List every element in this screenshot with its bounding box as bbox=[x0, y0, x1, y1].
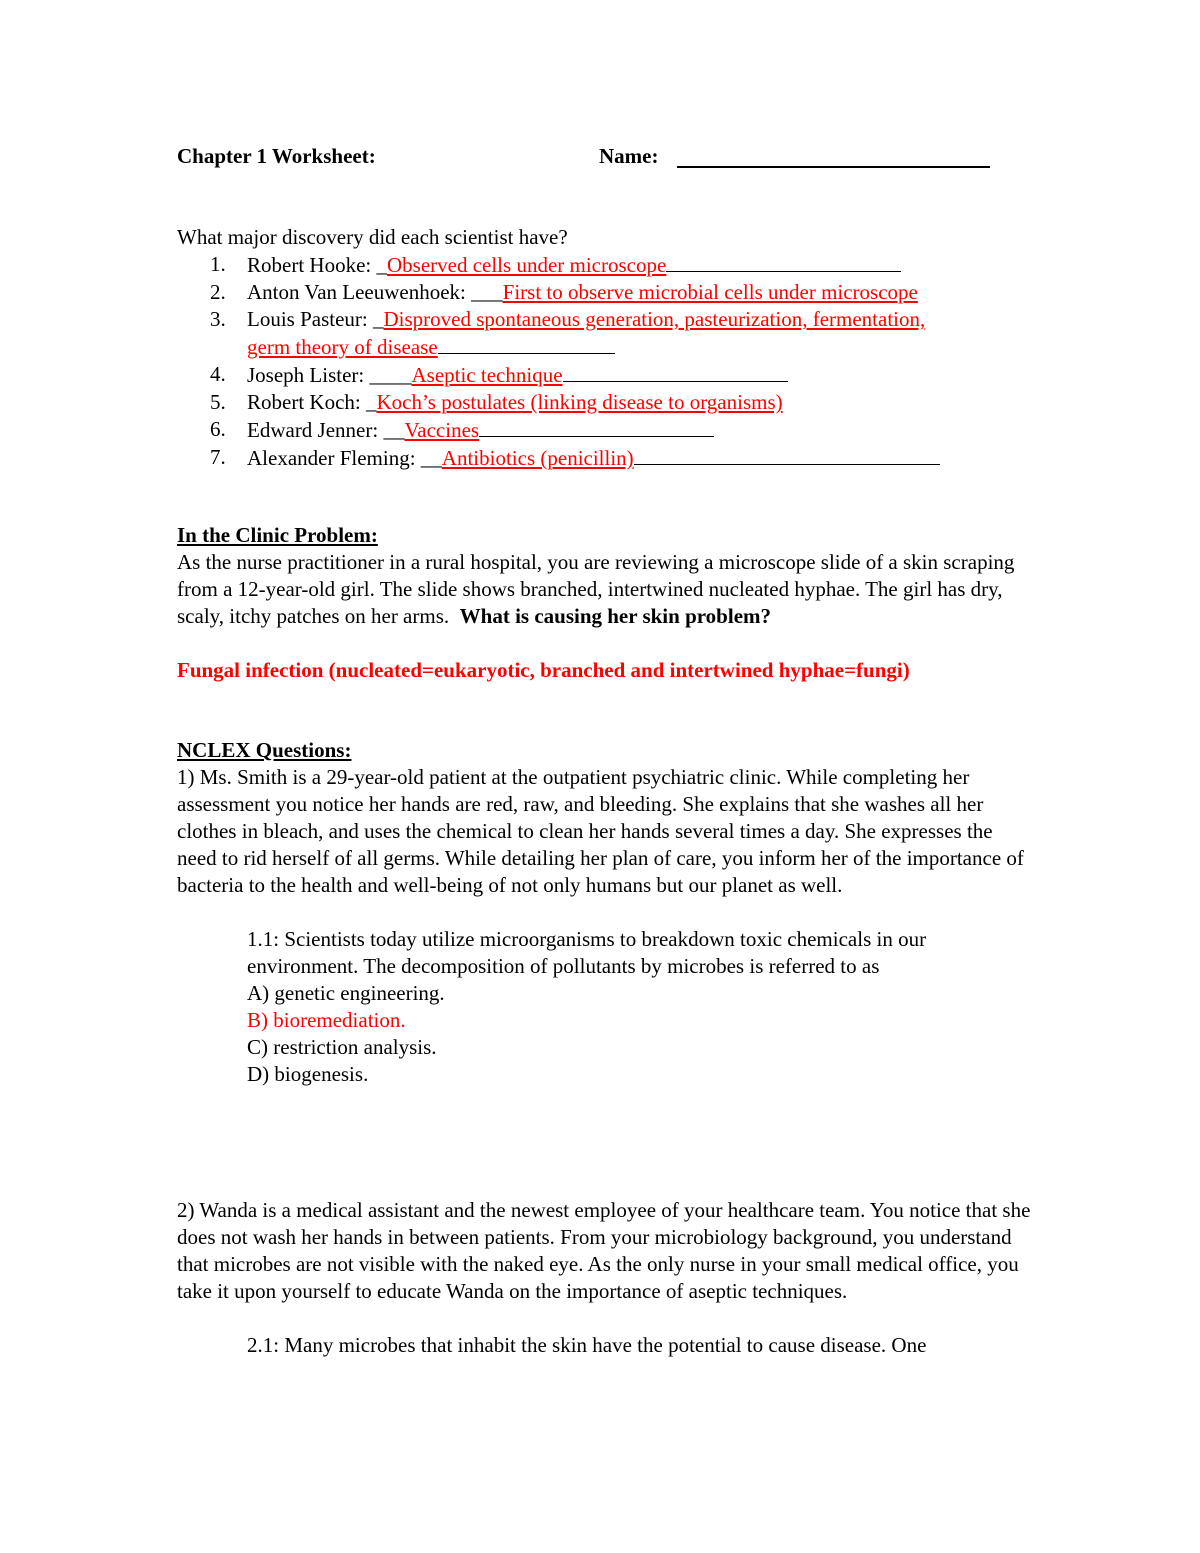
clinic-question: What is causing her skin problem? bbox=[459, 604, 772, 628]
item-number: 7. bbox=[210, 445, 226, 469]
scientist-item bbox=[177, 361, 1037, 389]
item-number: 3. bbox=[210, 307, 226, 331]
item-number: 5. bbox=[210, 390, 226, 414]
answer-prefix-blank: _ bbox=[360, 390, 377, 414]
scientist-name: Robert Hooke: bbox=[247, 253, 372, 277]
answer-blank-line bbox=[634, 444, 940, 465]
clinic-problem-text bbox=[177, 549, 1037, 630]
scientist-answer: Aseptic technique bbox=[411, 363, 563, 387]
scientist-item bbox=[177, 251, 1037, 279]
nclex-question-1: 1) Ms. Smith is a 29-year-old patient at the outpatient psychiatric clinic. While completing her assessment you notice her hands are red, raw, and bleeding. She explains that she washes all her clothes in bleach, and uses the chemical to clean her hands several times a day. She expresses the need to rid herself of all germs. While detailing her plan of care, you inform her of the importance of bacteria to the health and well-being of not only humans but our planet as well. bbox=[177, 765, 1024, 897]
answer-prefix-blank: _ bbox=[367, 307, 384, 331]
nclex-question-1-1: 1.1: Scientists today utilize microorganisms to breakdown toxic chemicals in our environment. The decomposition of pollutants by microbes is referred to as bbox=[247, 927, 927, 978]
scientist-name: Robert Koch: bbox=[247, 390, 361, 414]
name-label: Name: bbox=[599, 144, 659, 168]
scientists-list bbox=[177, 251, 1037, 472]
answer-options-list bbox=[177, 980, 1037, 1088]
answer-blank-line bbox=[479, 416, 714, 437]
item-number: 4. bbox=[210, 362, 226, 386]
scientist-item bbox=[177, 389, 1037, 416]
answer-prefix-blank: __ bbox=[378, 418, 405, 442]
scientist-item bbox=[177, 444, 1037, 472]
clinic-section bbox=[177, 522, 1037, 684]
scientist-item bbox=[177, 279, 1037, 306]
item-number: 2. bbox=[210, 280, 226, 304]
scientist-item bbox=[177, 416, 1037, 444]
answer-option: D) biogenesis. bbox=[247, 1062, 369, 1086]
scientist-answer: Vaccines bbox=[404, 418, 480, 442]
worksheet-header bbox=[177, 143, 1007, 171]
nclex-question-2-1: 2.1: Many microbes that inhabit the skin have the potential to cause disease. One bbox=[247, 1333, 927, 1357]
nclex-heading: NCLEX Questions: bbox=[177, 738, 352, 762]
nclex-question-2: 2) Wanda is a medical assistant and the newest employee of your healthcare team. You notice that she does not wash her hands in between patients. From your microbiology background, you understand that microbes are not visible with the naked eye. As the only nurse in your small medical office, you take it upon yourself to educate Wanda on the importance of aseptic techniques. bbox=[177, 1198, 1031, 1303]
scientist-item bbox=[177, 306, 1037, 361]
clinic-heading: In the Clinic Problem: bbox=[177, 523, 378, 547]
answer-option-correct: B) bioremediation. bbox=[247, 1008, 406, 1032]
scientists-question: What major discovery did each scientist have? bbox=[177, 225, 568, 249]
answer-option: C) restriction analysis. bbox=[247, 1035, 437, 1059]
scientist-name: Alexander Fleming: bbox=[247, 446, 416, 470]
scientist-answer: Antibiotics (penicillin) bbox=[441, 446, 634, 470]
answer-blank-line bbox=[438, 333, 615, 354]
clinic-answer: Fungal infection (nucleated=eukaryotic, branched and intertwined hyphae=fungi) bbox=[177, 658, 910, 682]
scientist-name: Edward Jenner: bbox=[247, 418, 379, 442]
item-number: 6. bbox=[210, 417, 226, 441]
worksheet-title: Chapter 1 Worksheet: bbox=[177, 144, 376, 168]
scientist-name: Joseph Lister: bbox=[247, 363, 365, 387]
answer-blank-line bbox=[666, 251, 901, 272]
scientist-answer: Koch’s postulates (linking disease to organisms) bbox=[376, 390, 783, 414]
answer-blank-line bbox=[563, 361, 788, 382]
scientist-name: Anton Van Leeuwenhoek: bbox=[247, 280, 466, 304]
item-number: 1. bbox=[210, 252, 226, 276]
scientist-answer: Disproved spontaneous generation, pasteurization, fermentation, bbox=[383, 307, 926, 331]
name-blank-line bbox=[677, 166, 990, 168]
scientists-section bbox=[177, 224, 1037, 472]
scientist-name: Louis Pasteur: bbox=[247, 307, 368, 331]
answer-option: A) genetic engineering. bbox=[247, 981, 445, 1005]
scientist-answer: First to observe microbial cells under microscope bbox=[502, 280, 918, 304]
answer-prefix-blank: __ bbox=[415, 446, 442, 470]
answer-prefix-blank: ____ bbox=[364, 363, 412, 387]
answer-prefix-blank: _ bbox=[371, 253, 387, 277]
scientist-answer: Observed cells under microscope bbox=[386, 253, 667, 277]
scientist-answer-continued: germ theory of disease bbox=[247, 335, 438, 359]
nclex-section bbox=[177, 737, 1037, 1088]
clinic-text: As the nurse practitioner in a rural hospital, you are reviewing a microscope slide of a skin scraping from a 12-year-old girl. The slide shows branched, intertwined nucleated hyphae. The girl has dry, scaly, itchy patches on her arms. bbox=[177, 550, 1015, 628]
answer-prefix-blank: ___ bbox=[465, 280, 503, 304]
nclex-q2-section bbox=[177, 1197, 1037, 1359]
